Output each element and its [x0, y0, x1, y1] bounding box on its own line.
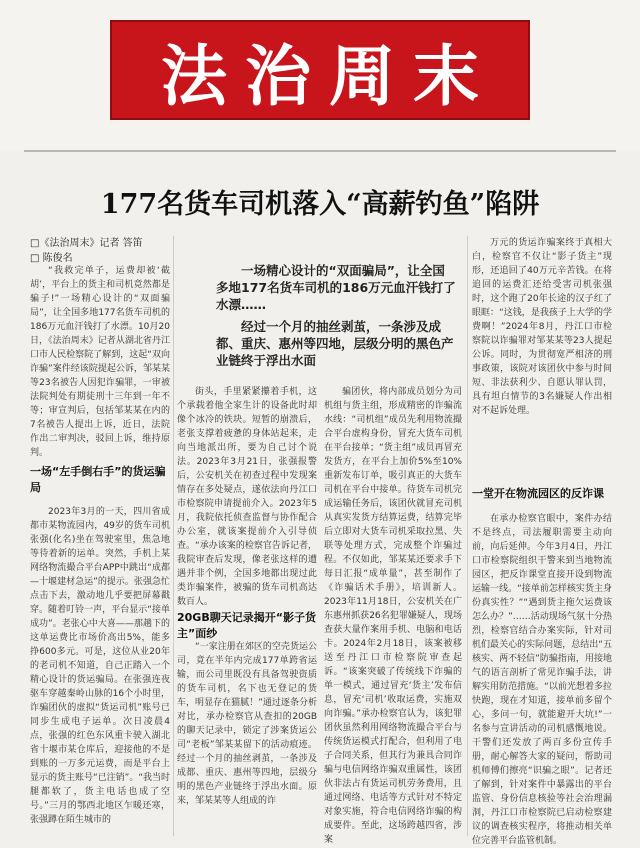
- masthead-divider: [24, 150, 616, 152]
- article-column-4b: [472, 512, 612, 848]
- article-column-1b: [30, 505, 170, 827]
- masthead: [0, 0, 640, 150]
- byline-reporter-2: □ 陈俊名: [30, 253, 73, 264]
- paragraph: 万元的货运诈骗案终于真相大白，检察官不仅让“影子货主”现形，还追回了40万元辛苦钱。在将追回的运费汇还给受害司机张强时，这个跑了20年长途的汉子红了眼眶：“这钱，是我孩子上大学的学费啊！”2024年8月，丹江口市检察院以诈骗罪对邹某某等23人提起公诉。同时，为贯彻宽严相济的刑事政策，该院对该团伙中参与时间短、非法获利少、自愿认罪认罚，具有坦白情节的3名嫌疑人作出相对不起诉处理。: [472, 238, 612, 416]
- section-heading-2: 20GB聊天记录揭开“影子货主”面纱: [177, 611, 316, 640]
- section-heading-3: 一堂开在物流园区的反诈课: [472, 487, 604, 500]
- paragraph: 骗团伙，将内部成员划分为司机组与货主组，形成精密的诈骗流水线：“司机组”成员先利用物流撮合平台虚构身份，冒充大货车司机在平台接单；“货主组”成员再冒充发货方，在平台上加价5%至10%重新发布订单，吸引真正的大货车司机在平台中接单。待货车司机完成运输任务后，该团伙就冒充司机从真实发货方结算运费，结算完毕后立即对大货车司机采取拉黑、失联等处理方式，完成整个诈骗过程。不仅如此，邹某某还要求手下每日汇报“成单量”，甚至制作了《诈骗话术手册》，培训新人。2023年11月18日，公安机关在广东惠州抓获26名犯罪嫌疑人，现场查获大量作案用手机、电脑和电话卡。2024年2月18日，该案被移送至丹江口市检察院审查起诉。“该案突破了传统线下诈骗的单一模式，通过冒充‘货主’发布信息，冒充‘司机’收取运费，实施双向诈骗。”承办检察官认为，该犯罪团伙虽然利用网络物流撮合平台与传统货运模式打配合，但利用了电子合同关系，但其行为兼具合同诈骗与电信网络诈骗双重属性，该团伙非法占有货运司机劳务费用，且通过网络、电话等方式针对不特定对象实施，符合电信网络诈骗的构成要件。至此，这场跨越四省，涉案: [324, 387, 462, 845]
- pull-quote-para-1: 一场精心设计的“双面骗局”，让全国多地177名货车司机的186万元血汗钱打了水漂……: [216, 263, 456, 312]
- paragraph: “我救完单子，运费却被‘截胡’，平台上的货主和司机竟然都是骗子!”一场精心设计的“双面骗局”，让全国多地177名货车司机的186万元血汗钱打了水漂。10月20日，《法治周末》记者从湖北省丹江口市人民检察院了解到，这起“双向诈骗”案件经该院提起公诉，邹某某等23名被告人因犯诈骗罪，一审被法院判处有期徒刑十三年到一年不等；审宣判后，包括邹某某在内的7名被告人提出上诉，近日，法院作出二审判决，驳回上诉，维持原判。: [30, 266, 170, 458]
- logo-text: 法治周末: [161, 37, 497, 115]
- paragraph: “一家注册在郊区的空壳货运公司，竟在半年内完成177单跨省运输，而公司里既没有具备驾驶资质的货车司机，名下也无登记的货车，明显存在猫腻！”通过逐条分析对比，承办检察官从查扣的20GB的聊天记录中，锁定了涉案货运公司“老板”邹某某留下的活动痕迹。经过一个月的抽丝剥茧，一条涉及成都、重庆、惠州等四地，层级分明的黑色产业链终于浮出水面。原来，邹某某等人组成的诈: [177, 642, 317, 806]
- paragraph: 2023年3月的一天，四川省成都市某物流园内，49岁的货车司机张强(化名)坐在驾驶室里，焦急地等待着新的运单。突然，手机上某网络物流撮合平台APP中跳出“成都—十堰建材急运”的提示。张强急忙点击下去，激动地几乎要把屏幕戳穿。随着叮铃一声，平台显示“接单成功”。老张心中大喜——那趟下的这单运费比市场价高出5%，能多挣600多元。可是，这位从业20年的老司机不知道，自己正踏入一个精心设计的货运骗局。在张强连夜驱车穿越秦岭山脉的16个小时里，诈骗团伙的虚拟“货运司机”账号已同步生成电子运单。次日凌晨4点，张强的红色东风重卡驶入湖北省十堰市某仓库后，迎接他的不是到账的一万多元运费，而是平台上显示的货主账号“已注销”。“我当时腿都软了，货主电话也成了空号。”三月的鄂西北地区乍暖还寒，张强蹲在陌生城市的: [30, 507, 170, 825]
- byline-reporter: □《法治周末》记者 答笛: [30, 238, 143, 249]
- article-headline: 177名货车司机落入“高薪钓鱼”陷阱: [100, 189, 540, 220]
- column-rule: [467, 236, 468, 836]
- section-heading-1: 一场“左手倒右手”的货运骗局: [30, 465, 166, 494]
- article-column-3: [324, 385, 462, 847]
- column-rule: [173, 236, 174, 836]
- paragraph: 街头，手里紧紧攥着手机，这个承载着他全家生计的设备此时却像个冰冷的铁块。短暂的崩溃后，老张支撑着疲惫的身体站起来，走向当地派出所，要为自己讨个说法。2023年3月21日，张强报警后，公安机关在初查过程中发现案情存在多处疑点，遂依法向丹江口市检察院申请提前介入。2023年5月，我院依托侦查监督与协作配合办公室，就该案提前介入引导侦查。“承办该案的检察官告诉记者，我院审查后发现，像老张这样的遭遇并非个例，全国多地都出现过此类诈骗案件，被骗的货车司机高达数百人。: [177, 387, 317, 607]
- article-column-2b: [177, 640, 317, 808]
- pull-quote: [216, 262, 456, 374]
- newspaper-logo: [110, 20, 530, 120]
- article-column-4: [472, 236, 612, 418]
- paragraph: 在承办检察官眼中，案件办结不是终点，司法履职需要主动向前，向后延伸。今年3月4日，丹江口市检察院组织干警来到当地物流园区，把反诈课堂直接开设到物流运输一线。“接单前怎样核实货主身份真实性？”“遇到货主拖欠运费该怎么办？”……活动现场气氛十分热烈，检察官结合办案实际，针对司机们最关心的实际问题，总结出“五核实、两不轻信”防骗指南，用接地气的语言剖析了常见诈骗手法，讲解实用防范措施。“以前光想着多拉快跑，现在才知道，接单前多留个心，多问一句，就能避开大坑!”一名参与宣讲活动的司机感慨地说。干警们还发放了两百多份宣传手册，耐心解答大家的疑问，帮助司机师傅们擦亮“识骗之眼”。记者还了解到，针对案件中暴露出的平台监管、身份信息核验等社会治理漏洞，丹江口市检察院已启动检察建议的调查核实程序，将推动相关单位完善平台监管机制。: [472, 514, 612, 846]
- article-column-2: [177, 385, 317, 609]
- byline: [30, 236, 180, 266]
- article-column-1: [30, 264, 170, 460]
- pull-quote-para-2: 经过一个月的抽丝剥茧，一条涉及成都、重庆、惠州等四地，层级分明的黑色产业链终于浮出水面: [216, 319, 454, 368]
